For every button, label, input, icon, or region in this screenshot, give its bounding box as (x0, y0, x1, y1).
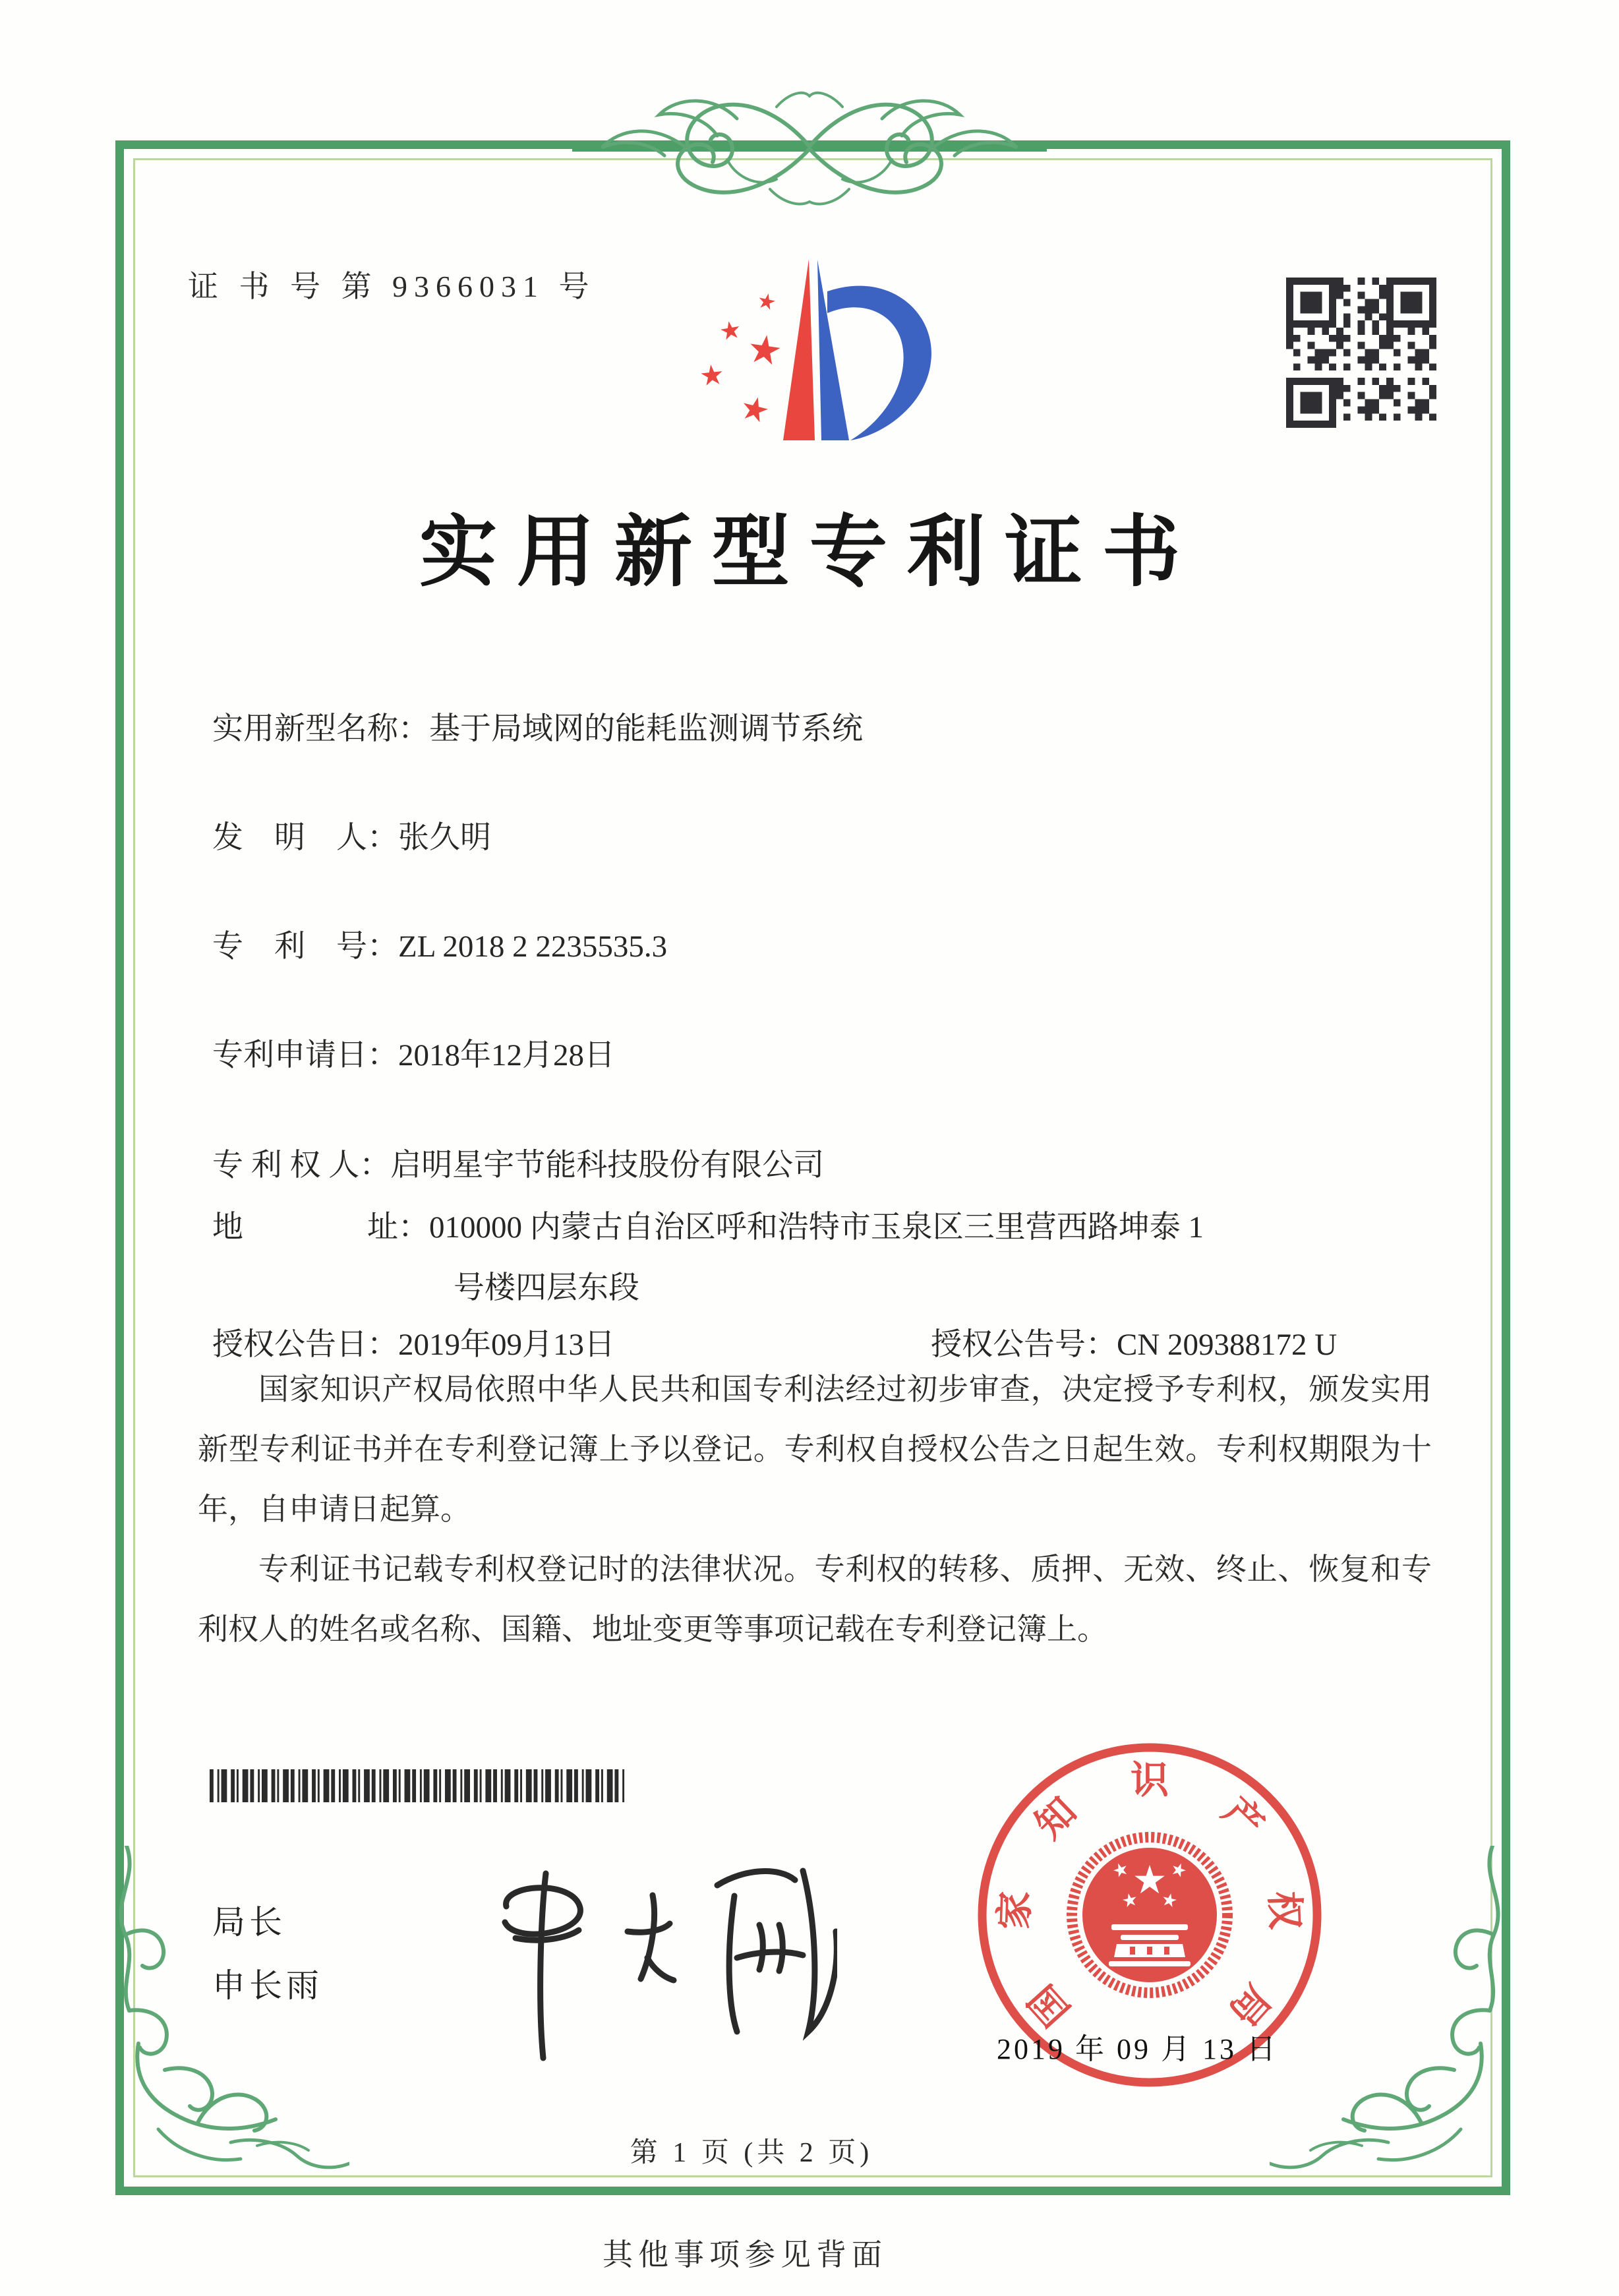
commissioner-name: 申长雨 (212, 1967, 323, 2004)
commissioner-signature (455, 1859, 837, 2076)
utility-model-name-value: 基于局域网的能耗监测调节系统 (429, 712, 863, 746)
legal-paragraph-1: 国家知识产权局依照中华人民共和国专利法经过初步审查，决定授予专利权，颁发实用新型专利证书并在专利登记簿上予以登记。专利权自授权公告之日起生效。专利权期限为十年，自申请日起算。 (198, 1372, 1432, 1526)
patent-number-label: 专 利 号： (212, 929, 398, 964)
certificate-number: 证 书 号 第 9366031 号 (188, 270, 596, 303)
inventor-value: 张久明 (398, 821, 491, 855)
filing-date-label: 专利申请日： (212, 1038, 398, 1073)
logo-blue-p (817, 260, 931, 440)
top-center-floral-ornament (572, 80, 1047, 220)
grant-number-value: CN 209388172 U (1117, 1328, 1338, 1362)
svg-text:局: 局 (1221, 1976, 1279, 2034)
grant-date-value: 2019年09月13日 (398, 1328, 615, 1362)
cnipa-logo (692, 250, 943, 448)
barcode (210, 1769, 626, 1802)
logo-red-spike (783, 259, 815, 440)
legal-paragraph-2: 专利证书记载专利权登记时的法律状况。专利权的转移、质押、无效、终止、恢复和专利权人的姓名或名称、国籍、地址变更等事项记载在专利登记簿上。 (198, 1552, 1432, 1646)
patentee-label: 专 利 权 人： (212, 1148, 391, 1183)
logo-stars (700, 292, 782, 424)
filing-date-value: 2018年12月28日 (398, 1038, 615, 1073)
svg-text:产: 产 (1214, 1789, 1272, 1847)
svg-text:知: 知 (1027, 1789, 1085, 1847)
field-patent-number (212, 922, 667, 966)
field-inventor (212, 813, 491, 857)
address-value-line1: 010000 内蒙古自治区呼和浩特市玉泉区三里营西路坤泰 1 (429, 1210, 1204, 1245)
svg-text:权: 权 (1262, 1890, 1307, 1930)
svg-text:国: 国 (1020, 1976, 1078, 2034)
patentee-value: 启明星宇节能科技股份有限公司 (390, 1148, 825, 1183)
field-address (212, 1202, 1204, 1247)
back-side-note: 其他事项参见背面 (603, 2238, 887, 2272)
utility-model-name-label: 实用新型名称： (212, 712, 429, 746)
inventor-label: 发 明 人： (212, 821, 398, 855)
patent-number-value: ZL 2018 2 2235535.3 (398, 929, 668, 964)
legal-body-text (198, 1359, 1432, 1659)
grant-number-label: 授权公告号： (931, 1328, 1117, 1362)
field-address-line2 (454, 1263, 639, 1307)
qr-code (1286, 278, 1436, 428)
seal-national-emblem (1072, 1837, 1227, 1993)
field-grant-date (212, 1320, 615, 1364)
page-number: 第 1 页 (共 2 页) (630, 2138, 873, 2168)
field-filing-date (212, 1030, 615, 1074)
grant-date-label: 授权公告日： (212, 1328, 398, 1362)
commissioner-title: 局长 (212, 1904, 286, 1941)
field-patentee (212, 1140, 824, 1185)
field-utility-model-name (212, 704, 863, 748)
certificate-title: 实用新型专利证书 (419, 510, 1200, 596)
address-value-line2: 号楼四层东段 (454, 1271, 639, 1305)
svg-text:家: 家 (993, 1890, 1038, 1930)
field-grant-number (931, 1320, 1337, 1364)
svg-text:识: 识 (1130, 1759, 1169, 1802)
seal-date: 2019 年 09 月 13 日 (997, 2033, 1278, 2065)
address-label: 地 址： (212, 1210, 429, 1245)
